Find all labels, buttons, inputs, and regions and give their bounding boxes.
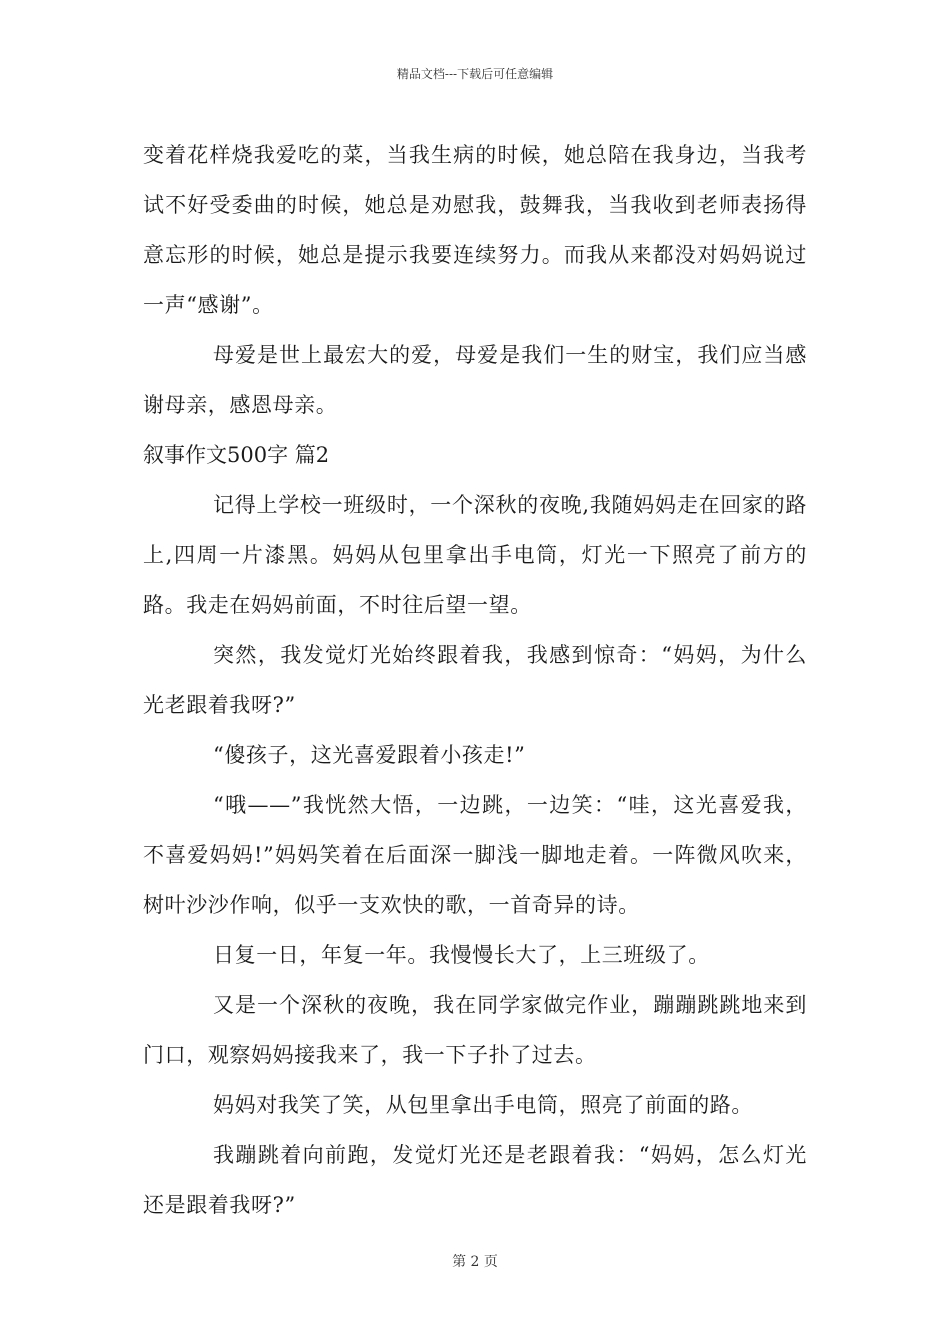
section-heading: 叙事作文500字 篇2 (143, 443, 330, 467)
paragraph: 我蹦跳着向前跑，发觉灯光还是老跟着我：“妈妈，怎么灯光还是跟着我呀?” (143, 1143, 807, 1217)
page-header: 精品文档---下载后可任意编辑 (396, 67, 554, 81)
paragraph: “傻孩子，这光喜爱跟着小孩走!” (213, 743, 526, 767)
paragraph: “哦——”我恍然大悟，一边跳，一边笑：“哇，这光喜爱我，不喜爱妈妈!”妈妈笑着在后面深一脚浅一脚地走着。一阵微风吹来，树叶沙沙作响，似乎一支欢快的歌，一首奇异的诗。 (143, 793, 807, 917)
document-body (143, 130, 807, 1230)
paragraph: 日复一日，年复一年。我慢慢长大了，上三班级了。 (213, 943, 710, 967)
paragraph: 变着花样烧我爱吃的菜，当我生病的时候，她总陪在我身边，当我考试不好受委曲的时候，她总是劝慰我，鼓舞我，当我收到老师表扬得意忘形的时候，她总是提示我要连续努力。而我从来都没对妈妈说过一声“感谢”。 (143, 143, 807, 317)
paragraph: 又是一个深秋的夜晚，我在同学家做完作业，蹦蹦跳跳地来到门口，观察妈妈接我来了，我一下子扑了过去。 (143, 993, 807, 1067)
paragraph: 记得上学校一班级时，一个深秋的夜晚,我随妈妈走在回家的路上,四周一片漆黑。妈妈从包里拿出手电筒，灯光一下照亮了前方的路。我走在妈妈前面，不时往后望一望。 (143, 493, 807, 617)
paragraph: 突然，我发觉灯光始终跟着我，我感到惊奇：“妈妈，为什么光老跟着我呀?” (143, 643, 807, 717)
paragraph: 妈妈对我笑了笑，从包里拿出手电筒，照亮了前面的路。 (213, 1093, 753, 1117)
page-number: 第 2 页 (452, 1254, 498, 1270)
paragraph: 母爱是世上最宏大的爱，母爱是我们一生的财宝，我们应当感谢母亲，感恩母亲。 (143, 343, 807, 417)
